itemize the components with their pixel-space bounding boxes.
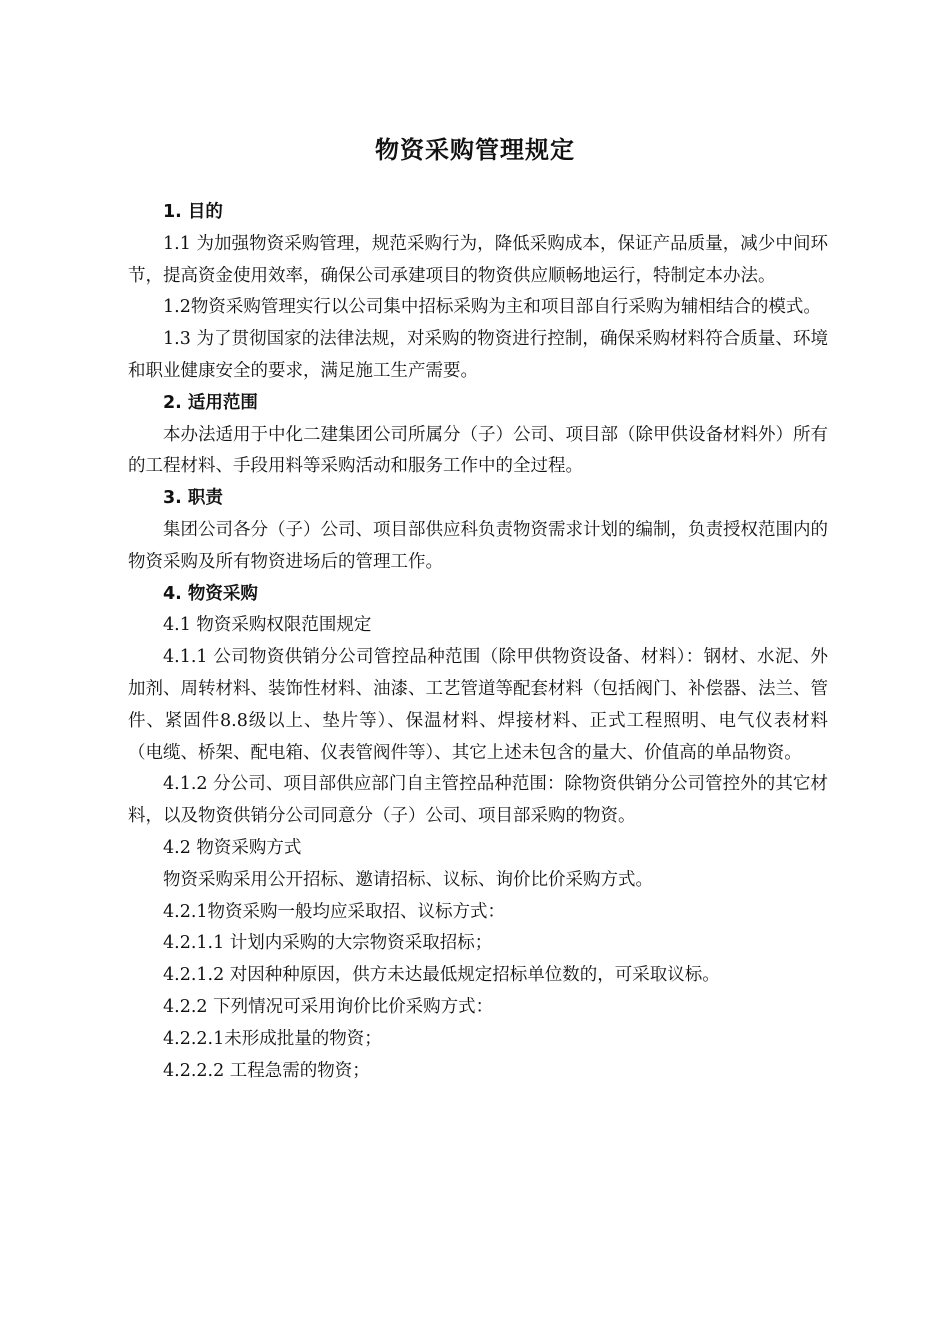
paragraph: 1.3 为了贯彻国家的法律法规，对采购的物资进行控制，确保采购材料符合质量、环境和职业健康安全的要求，满足施工生产需要。 [128, 329, 828, 381]
paragraph: 4.1 物资采购权限范围规定 [163, 615, 372, 636]
paragraph: 1.1 为加强物资采购管理，规范采购行为，降低采购成本，保证产品质量，减少中间环节，提高资金使用效率，确保公司承建项目的物资供应顺畅地运行，特制定本办法。 [128, 233, 828, 286]
paragraph: 4.2.2.2 工程急需的物资； [163, 1060, 370, 1081]
paragraph: 4.2.2.1未形成批量的物资； [163, 1028, 382, 1049]
paragraph: 集团公司各分（子）公司、项目部供应科负责物资需求计划的编制，负责授权范围内的物资采购及所有物资进场后的管理工作。 [128, 519, 828, 572]
paragraph: 4.2 物资采购方式 [163, 837, 302, 858]
paragraph: 4.2.1.2 对因种种原因，供方未达最低规定招标单位数的，可采取议标。 [163, 965, 720, 986]
paragraph: 本办法适用于中化二建集团公司所属分（子）公司、项目部（除甲供设备材料外）所有的工程材料、手段用料等采购活动和服务工作中的全过程。 [128, 424, 828, 477]
paragraph: 4.1.2 分公司、项目部供应部门自主管控品种范围：除物资供销分公司管控外的其它材料，以及物资供销分公司同意分（子）公司、项目部采购的物资。 [128, 774, 828, 827]
section-heading: 4. 物资采购 [163, 583, 258, 604]
section-heading: 3. 职责 [163, 488, 223, 509]
paragraph: 4.2.1.1 计划内采购的大宗物资采取招标； [163, 933, 493, 954]
section-heading: 1. 目的 [163, 202, 223, 222]
section-heading: 2. 适用范围 [163, 392, 258, 413]
paragraph: 4.2.1物资采购一般均应采取招、议标方式： [163, 901, 506, 922]
paragraph: 物资采购采用公开招标、邀请招标、议标、询价比价采购方式。 [163, 869, 653, 890]
paragraph: 4.2.2 下列情况可采用询价比价采购方式： [163, 996, 494, 1017]
paragraph: 4.1.1 公司物资供销分公司管控品种范围（除甲供物资设备、材料）：钢材、水泥、外加剂、周转材料、装饰性材料、油漆、工艺管道等配套材料（包括阀门、补偿器、法兰、管件、紧固件8.8级以上、垫片等）、保温材料、焊接材料、正式工程照明、电气仪表材料（电缆、桥架、配电箱、仪表管阀件等）、其它上述未包含的量大、价值高的单品物资。 [128, 647, 828, 763]
document-title: 物资采购管理规定 [375, 135, 575, 164]
paragraph: 1.2物资采购管理实行以公司集中招标采购为主和项目部自行采购为辅相结合的模式。 [163, 297, 821, 318]
document-body [128, 197, 828, 1087]
